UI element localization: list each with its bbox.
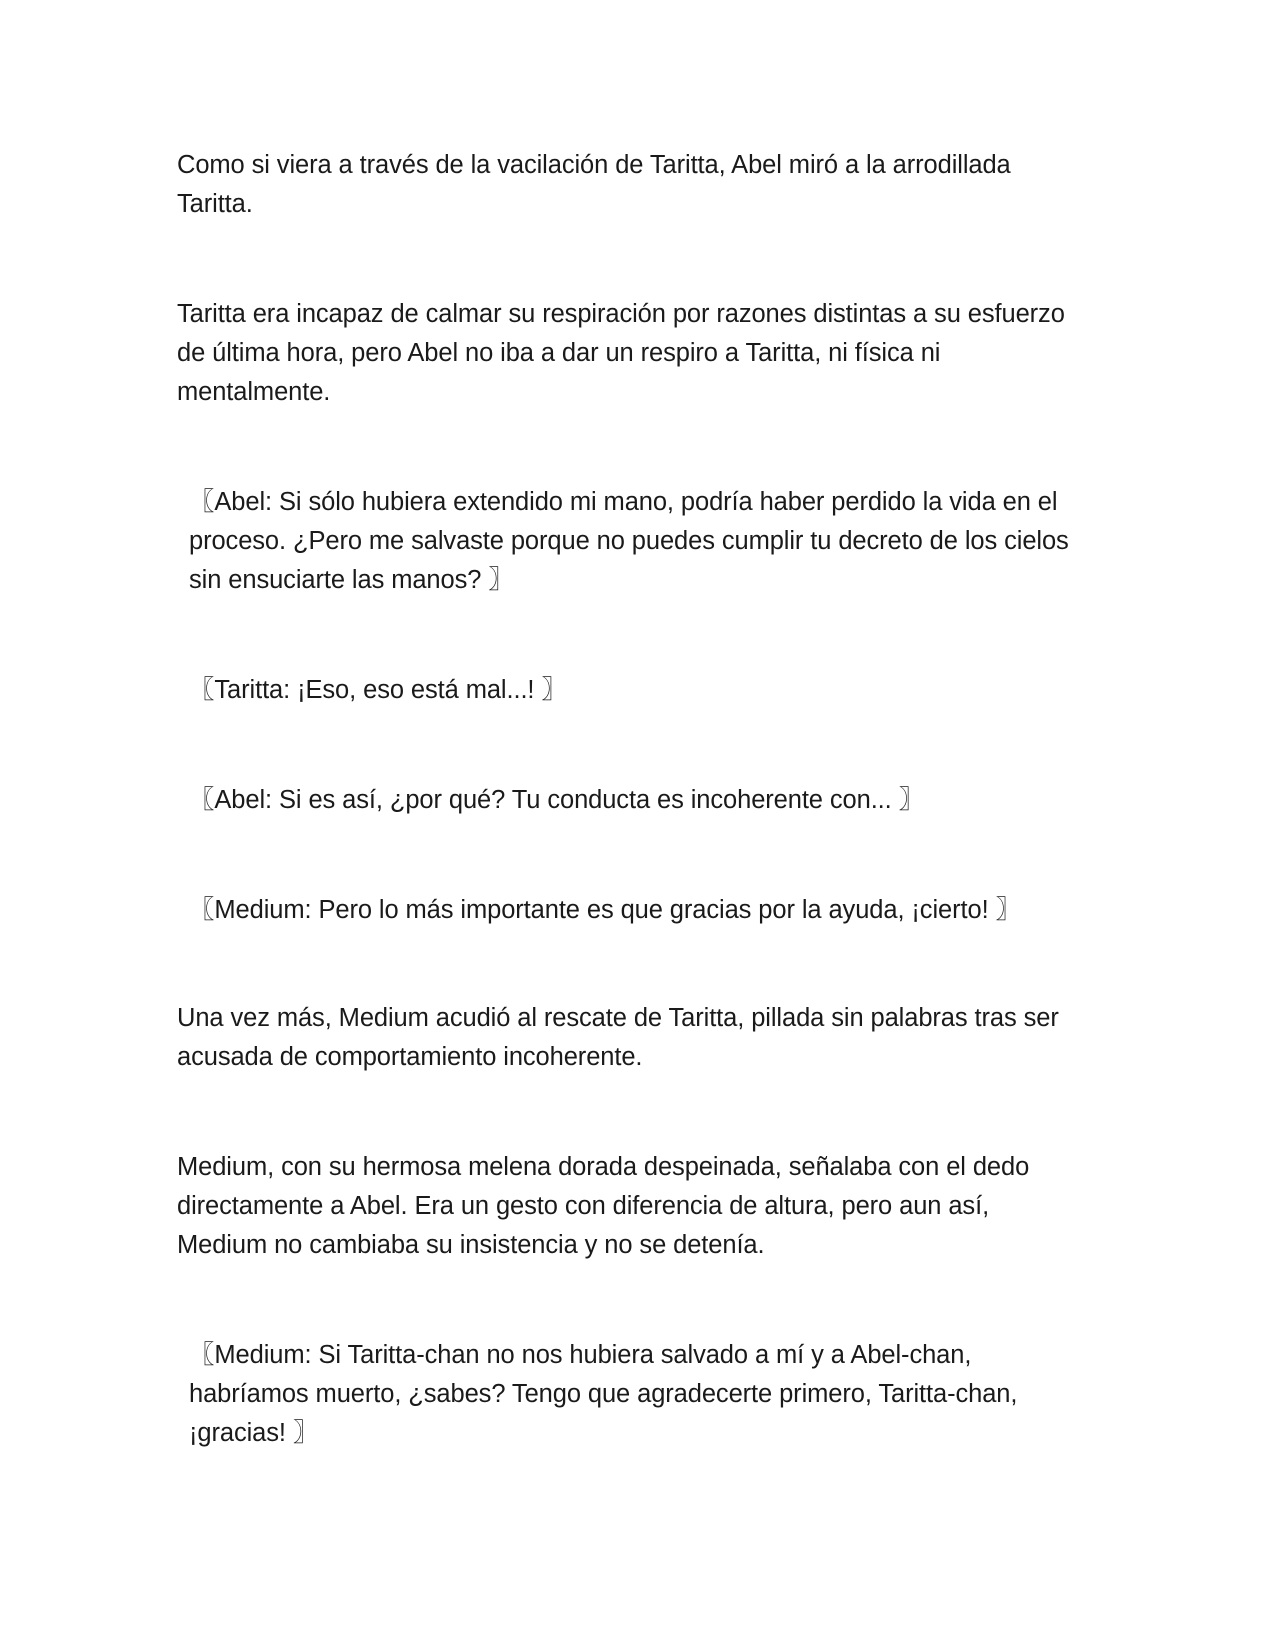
narration-paragraph: Taritta era incapaz de calmar su respiración por razones distintas a su esfuerzo de última hora, pero Abel no iba a dar un respiro a Taritta, ni física ni mentalmente.: [177, 300, 1065, 406]
dialogue-abel: 〖Abel: Si sólo hubiera extendido mi mano, podría haber perdido la vida en el proceso. ¿Pero me salvaste porque no puedes cumplir tu decreto de los cielos sin ensuciarte las manos? 〗: [189, 488, 1069, 594]
narration-paragraph: Como si viera a través de la vacilación de Taritta, Abel miró a la arrodillada Taritta.: [177, 151, 1011, 218]
narration-paragraph: Una vez más, Medium acudió al rescate de Taritta, pillada sin palabras tras ser acusada de comportamiento incoherente.: [177, 1004, 1059, 1071]
narration-paragraph: Medium, con su hermosa melena dorada despeinada, señalaba con el dedo directamente a Abel. Era un gesto con diferencia de altura, pero aun así, Medium no cambiaba su insistencia y no se detenía.: [177, 1153, 1030, 1259]
dialogue-taritta: 〖Taritta: ¡Eso, eso está mal...! 〗: [189, 676, 567, 704]
dialogue-medium: 〖Medium: Si Taritta-chan no nos hubiera salvado a mí y a Abel-chan, habríamos muerto, ¿sabes? Tengo que agradecerte primero, Taritta-chan, ¡gracias! 〗: [189, 1341, 1018, 1447]
dialogue-abel: 〖Abel: Si es así, ¿por qué? Tu conducta es incoherente con... 〗: [189, 786, 925, 814]
dialogue-medium: 〖Medium: Pero lo más importante es que gracias por la ayuda, ¡cierto! 〗: [189, 896, 1021, 924]
document-page: [177, 146, 1077, 1453]
